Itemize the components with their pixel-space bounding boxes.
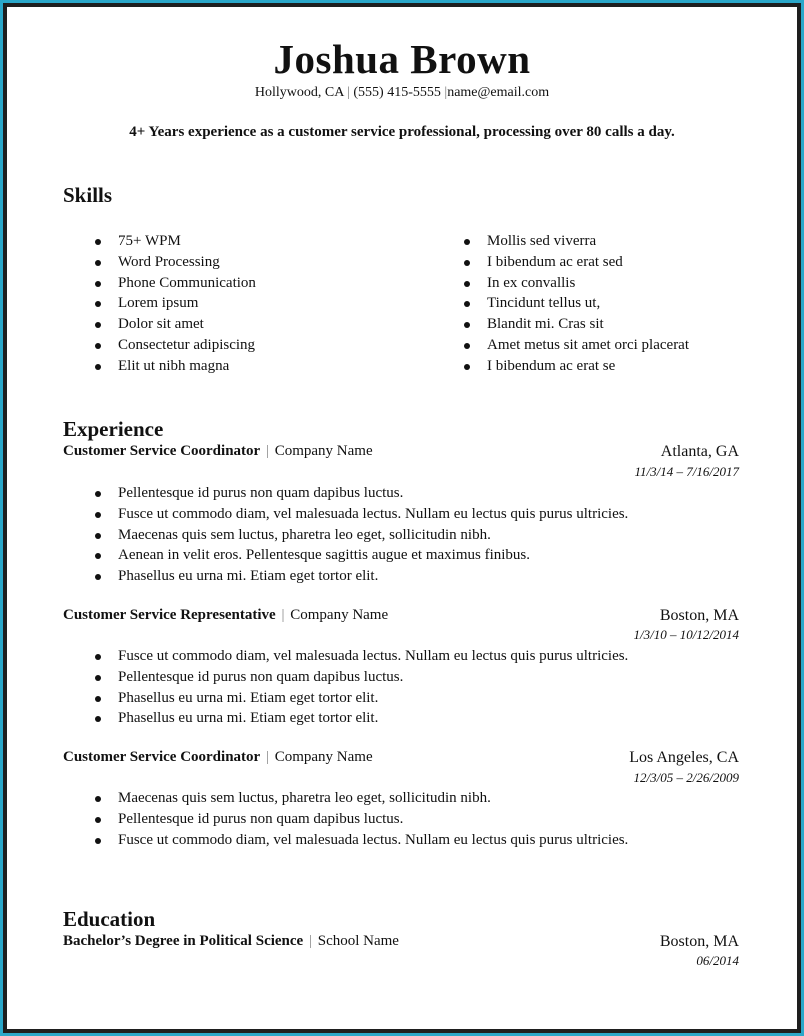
job-bullet: Maecenas quis sem luctus, pharetra leo eget, sollicitudin nibh.	[93, 788, 628, 809]
education-location: Boston, MA	[659, 933, 739, 950]
company-name: Company Name	[290, 607, 389, 623]
job-bullet: Phasellus eu urna mi. Etiam eget tortor elit.	[93, 566, 628, 587]
education-heading: Education	[63, 907, 156, 931]
job-bullet: Phasellus eu urna mi. Etiam eget tortor elit.	[93, 688, 628, 709]
skill-item: Blandit mi. Cras sit	[462, 314, 689, 335]
job-dates: 1/3/10 – 10/12/2014	[633, 627, 739, 642]
job-bullets	[93, 788, 628, 850]
school-name: School Name	[317, 933, 399, 949]
skill-item: 75+ WPM	[93, 231, 256, 252]
job-title: Customer Service Coordinator	[63, 443, 261, 459]
skill-item: In ex convallis	[462, 273, 689, 294]
job-bullets	[93, 646, 628, 729]
contact-phone: (555) 415-5555	[353, 85, 441, 100]
skill-item: Tincidunt tellus ut,	[462, 293, 689, 314]
job-location: Atlanta, GA	[660, 443, 739, 460]
contact-email: name@email.com	[447, 85, 550, 100]
education-date: 06/2014	[696, 953, 739, 968]
company-name: Company Name	[274, 443, 373, 459]
job-bullet: Fusce ut commodo diam, vel malesuada lectus. Nullam eu lectus quis purus ultricies.	[93, 504, 628, 525]
skill-item: Amet metus sit amet orci placerat	[462, 335, 689, 356]
skill-item: Word Processing	[93, 252, 256, 273]
job-bullet: Phasellus eu urna mi. Etiam eget tortor elit.	[93, 708, 628, 729]
job-dates: 12/3/05 – 2/26/2009	[633, 770, 739, 785]
company-name: Company Name	[274, 749, 373, 765]
job-bullet: Fusce ut commodo diam, vel malesuada lectus. Nullam eu lectus quis purus ultricies.	[93, 646, 628, 667]
job-location: Los Angeles, CA	[629, 749, 739, 766]
contact-line	[7, 85, 797, 101]
job-title: Customer Service Representative	[63, 607, 276, 623]
job-title: Customer Service Coordinator	[63, 749, 261, 765]
job-bullet: Pellentesque id purus non quam dapibus luctus.	[93, 483, 628, 504]
skill-item: Phone Communication	[93, 273, 256, 294]
job-bullet: Maecenas quis sem luctus, pharetra leo eget, sollicitudin nibh.	[93, 525, 628, 546]
contact-separator: |	[347, 85, 350, 100]
skill-item: Mollis sed viverra	[462, 231, 689, 252]
skill-item: Dolor sit amet	[93, 314, 256, 335]
skills-list-right	[462, 231, 689, 377]
candidate-name: Joshua Brown	[273, 36, 531, 82]
skills-list-left	[93, 231, 256, 377]
degree-title: Bachelor’s Degree in Political Science	[63, 933, 304, 949]
education-header: Bachelor’s Degree in Political Science | School Name Boston, MA	[63, 933, 739, 950]
contact-location: Hollywood, CA	[254, 85, 344, 100]
job-dates: 11/3/14 – 7/16/2017	[634, 464, 739, 479]
resume-page	[7, 7, 797, 1029]
summary-statement: 4+ Years experience as a customer service professional, processing over 80 calls a day.	[129, 124, 675, 140]
skill-item: Lorem ipsum	[93, 293, 256, 314]
skill-item: Elit ut nibh magna	[93, 356, 256, 377]
job-bullet: Pellentesque id purus non quam dapibus luctus.	[93, 809, 628, 830]
job-location: Boston, MA	[659, 607, 739, 624]
job-bullet: Pellentesque id purus non quam dapibus luctus.	[93, 667, 628, 688]
skill-item: I bibendum ac erat sed	[462, 252, 689, 273]
skill-item: Consectetur adipiscing	[93, 335, 256, 356]
job-bullet: Aenean in velit eros. Pellentesque sagittis augue et maximus finibus.	[93, 545, 628, 566]
experience-heading: Experience	[63, 417, 164, 441]
job-bullets	[93, 483, 628, 587]
skills-heading: Skills	[63, 183, 113, 207]
contact-separator: |	[444, 85, 448, 100]
job-bullet: Fusce ut commodo diam, vel malesuada lectus. Nullam eu lectus quis purus ultricies.	[93, 830, 628, 851]
job-header: Customer Service Representative | Company Name Boston, MA	[63, 607, 739, 624]
job-header: Customer Service Coordinator | Company Name Los Angeles, CA	[63, 749, 739, 766]
skill-item: I bibendum ac erat se	[462, 356, 689, 377]
job-header: Customer Service Coordinator | Company Name Atlanta, GA	[63, 443, 739, 460]
